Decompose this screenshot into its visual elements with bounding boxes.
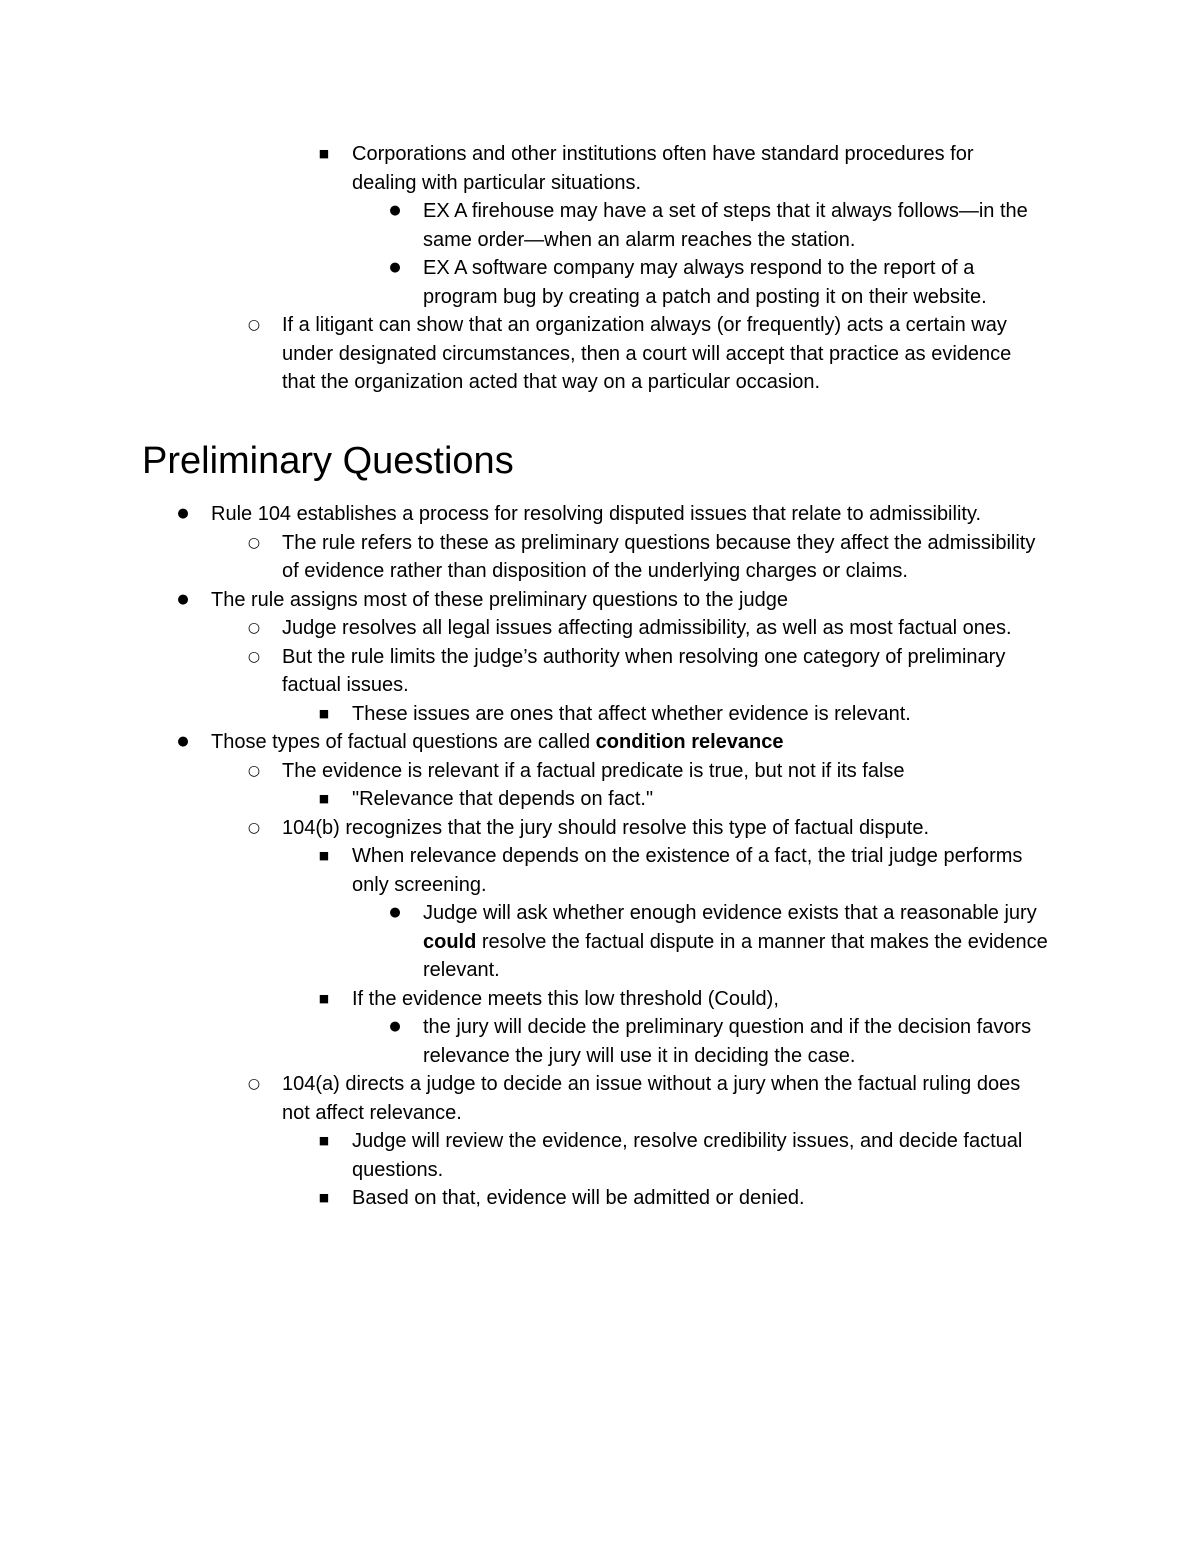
list-item <box>282 311 1042 397</box>
list-item-text: These issues are ones that affect whether evidence is relevant. <box>352 702 911 725</box>
list-item <box>352 842 1042 899</box>
list-item-text: If a litigant can show that an organization always (or frequently) acts a certain way under designated circumstances, then a court will accept that practice as evidence that the organization acted that way on a particular occasion. <box>282 314 1012 393</box>
bold-term: condition relevance <box>595 731 784 753</box>
list-item <box>282 814 1042 843</box>
circle-bullet-icon <box>244 757 264 786</box>
list-item <box>282 1070 1042 1127</box>
list-item <box>211 728 1061 757</box>
list-item-text: The rule refers to these as preliminary questions because they affect the admissibility of evidence rather than disposition of the underlying charges or claims. <box>282 531 1036 582</box>
disc-bullet-icon <box>385 197 405 226</box>
list-item-text: 104(b) recognizes that the jury should resolve this type of factual dispute. <box>282 816 930 839</box>
list-item-text: resolve the factual dispute in a manner that makes the evidence relevant. <box>423 930 1048 981</box>
list-item <box>352 1127 1042 1184</box>
list-item-text: EX A software company may always respond to the report of a program bug by creating a patch and posting it on their website. <box>423 257 987 308</box>
continued-bullet-list <box>0 140 1200 397</box>
square-bullet-icon <box>314 700 334 729</box>
circle-bullet-icon <box>244 643 264 672</box>
list-item-text: Judge will review the evidence, resolve credibility issues, and decide factual questions. <box>352 1130 1023 1181</box>
square-bullet-icon <box>314 985 334 1014</box>
disc-bullet-icon <box>385 254 405 283</box>
list-item-text: "Relevance that depends on fact." <box>352 788 654 810</box>
circle-bullet-icon <box>244 614 264 643</box>
list-item <box>282 757 1042 786</box>
section-heading: Preliminary Questions <box>142 440 514 482</box>
list-item-text: If the evidence meets this low threshold (Could), <box>352 987 779 1010</box>
list-item <box>352 785 1042 814</box>
list-item-text: Judge resolves all legal issues affecting admissibility, as well as most factual ones. <box>282 617 1012 639</box>
square-bullet-icon <box>314 785 334 814</box>
circle-bullet-icon <box>244 1070 264 1099</box>
square-bullet-icon <box>314 842 334 871</box>
square-bullet-icon <box>314 1127 334 1156</box>
square-bullet-icon <box>314 140 334 169</box>
disc-bullet-icon <box>173 500 193 529</box>
list-item <box>423 1013 1053 1070</box>
circle-bullet-icon <box>244 529 264 558</box>
disc-bullet-icon <box>385 1013 405 1042</box>
disc-bullet-icon <box>385 899 405 928</box>
list-item <box>211 500 1061 529</box>
list-item <box>423 254 1053 311</box>
circle-bullet-icon <box>244 311 264 340</box>
list-item-text: EX A firehouse may have a set of steps that it always follows—in the same order—when an alarm reaches the station. <box>423 200 1028 251</box>
square-bullet-icon <box>314 1184 334 1213</box>
list-item-text: 104(a) directs a judge to decide an issue without a jury when the factual ruling does not affect relevance. <box>282 1073 1021 1124</box>
list-item-text: Rule 104 establishes a process for resolving disputed issues that relate to admissibility. <box>211 503 982 525</box>
list-item-text: Those types of factual questions are called <box>211 731 596 753</box>
list-item <box>211 586 1061 615</box>
list-item-text: the jury will decide the preliminary question and if the decision favors relevance the jury will use it in deciding the case. <box>423 1016 1032 1067</box>
list-item-text: Judge will ask whether enough evidence exists that a reasonable jury <box>423 902 1037 924</box>
list-item <box>352 700 1042 729</box>
list-item <box>423 899 1053 985</box>
list-item-text: Based on that, evidence will be admitted or denied. <box>352 1187 805 1209</box>
preliminary-questions-list <box>0 500 1200 1213</box>
list-item <box>282 529 1042 586</box>
list-item <box>352 140 1042 197</box>
circle-bullet-icon <box>244 814 264 843</box>
list-item-text: Corporations and other institutions often have standard procedures for dealing with particular situations. <box>352 143 974 194</box>
disc-bullet-icon <box>173 586 193 615</box>
list-item <box>423 197 1053 254</box>
list-item <box>352 985 1042 1014</box>
list-item-text: The evidence is relevant if a factual predicate is true, but not if its false <box>282 759 905 782</box>
list-item-text: But the rule limits the judge’s authority when resolving one category of preliminary factual issues. <box>282 645 1006 696</box>
list-item <box>352 1184 1042 1213</box>
list-item <box>282 643 1042 700</box>
list-item-text: The rule assigns most of these preliminary questions to the judge <box>211 588 788 611</box>
bold-term: could <box>423 930 477 953</box>
list-item <box>282 614 1042 643</box>
disc-bullet-icon <box>173 728 193 757</box>
list-item-text: When relevance depends on the existence of a fact, the trial judge performs only screening. <box>352 845 1023 896</box>
